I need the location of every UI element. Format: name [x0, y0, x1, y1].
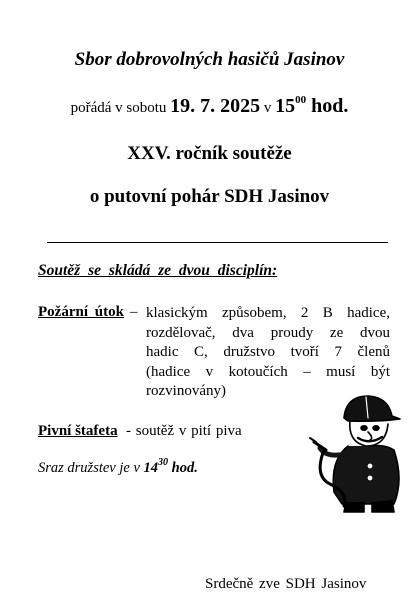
beer-relay-label: Pivní štafeta: [38, 423, 118, 439]
event-date: 19. 7. 2025: [170, 95, 261, 117]
event-time-suffix: hod.: [311, 95, 349, 117]
meeting-minutes: 30: [158, 457, 169, 468]
event-time: [275, 95, 348, 117]
divider: [47, 242, 388, 243]
meeting-time: [38, 457, 198, 477]
beer-relay-description: - soutěž v pití piva: [126, 423, 242, 439]
time-connector: v: [263, 100, 272, 116]
cup-heading: o putovní pohár SDH Jasinov: [89, 186, 330, 207]
disciplines-heading: Soutěž se skládá ze dvou disciplín:: [38, 262, 278, 279]
event-time-minutes: 00: [295, 94, 307, 106]
meeting-hour-block: [143, 457, 198, 476]
firefighter-cartoon-icon: [308, 388, 412, 516]
announce-prefix: pořádá v sobotu: [70, 100, 167, 116]
organization-title: Sbor dobrovolných hasičů Jasinov: [74, 49, 345, 70]
edition-heading: XXV. ročník soutěže: [127, 143, 292, 164]
fire-attack-line: rozdělovač, dva proudy ze dvou: [146, 324, 390, 341]
event-time-hour: 15: [275, 95, 296, 117]
event-date-line: [0, 94, 419, 118]
fire-attack-line: hadic C, družstvo tvoří 7 členů: [146, 344, 390, 361]
fire-attack-line: (hadice v kotoučích – musí být: [146, 363, 390, 380]
signature: Srdečně zve SDH Jasinov: [205, 576, 367, 592]
meeting-hour: 14: [143, 460, 159, 476]
fire-attack-dash: –: [130, 304, 138, 320]
meeting-text: Sraz družstev je v: [38, 460, 140, 476]
fire-attack-line: rozvinovány): [146, 383, 226, 400]
fire-attack-label: Požární útok: [38, 304, 124, 320]
meeting-suffix: hod.: [171, 460, 198, 476]
fire-attack-line: klasickým způsobem, 2 B hadice,: [146, 305, 390, 321]
